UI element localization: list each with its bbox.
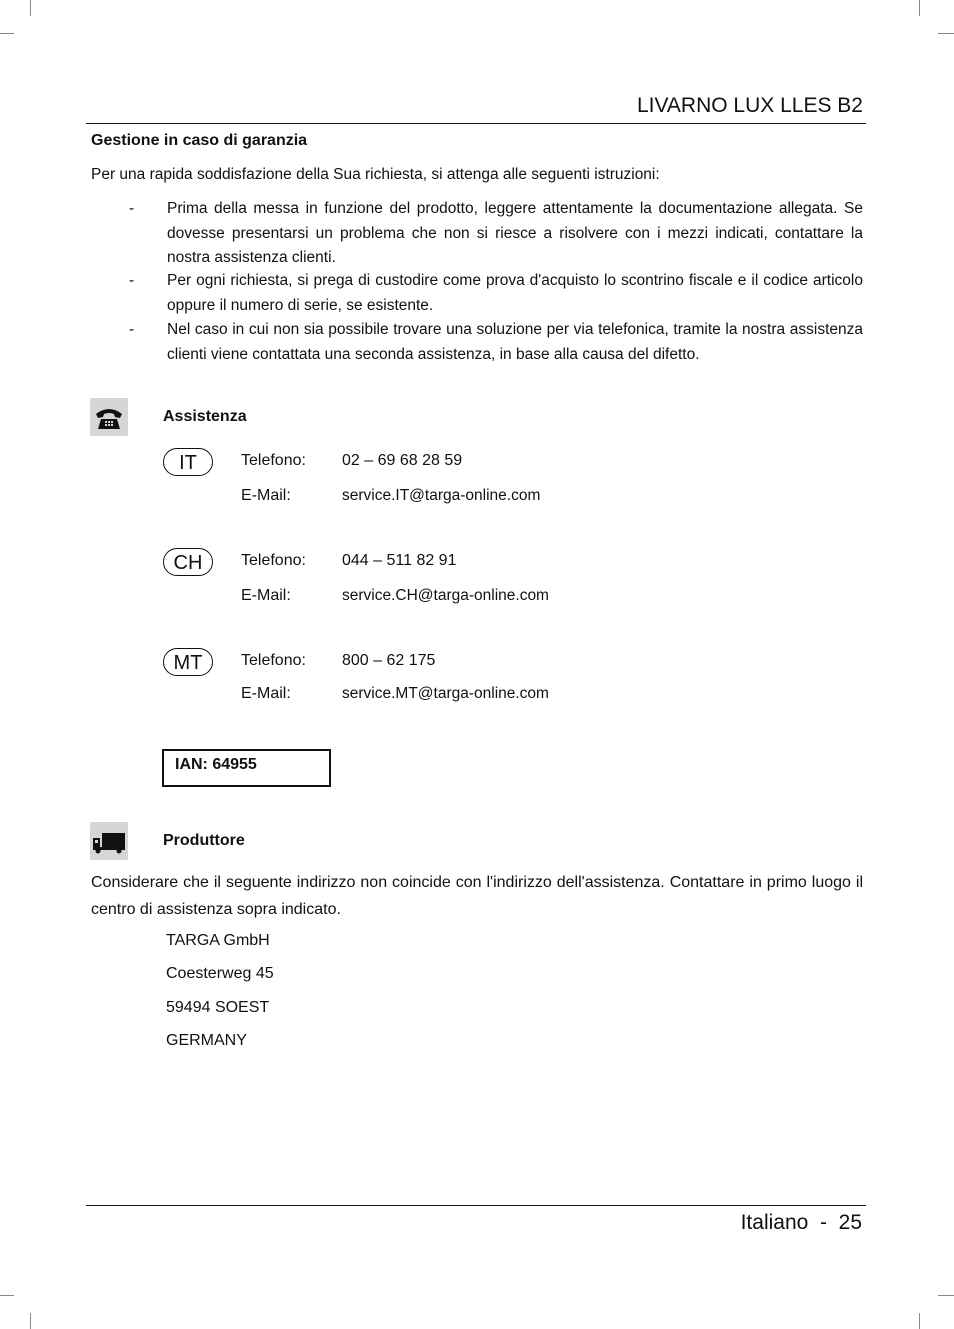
- bullet-marker: -: [129, 200, 135, 217]
- service-heading: Assistenza: [163, 408, 247, 425]
- header-rule: [86, 123, 866, 124]
- warranty-heading: Gestione in caso di garanzia: [91, 132, 308, 149]
- footer-rule: [86, 1205, 866, 1206]
- warranty-bullet: Prima della messa in funzione del prodotto, leggere attentamente la documentazione allegata. Se dovesse presentarsi un problema che non si riesce a risolvere con i mezzi indicati, contattare la nostra assistenza clienti.: [167, 200, 863, 266]
- crop-mark: [0, 33, 14, 34]
- address-line: Coesterweg 45: [166, 965, 274, 982]
- crop-mark: [938, 1295, 954, 1296]
- page-footer: Italiano - 25: [740, 1211, 862, 1234]
- address-line: TARGA GmbH: [166, 932, 270, 949]
- warranty-intro: Per una rapida soddisfazione della Sua richiesta, si attenga alle seguenti istruzioni:: [91, 166, 660, 183]
- manufacturer-note: Considerare che il seguente indirizzo non coincide con l'indirizzo dell'assistenza. Contattare in primo luogo il centro di assistenza sopra indicato.: [91, 874, 863, 918]
- truck-icon: [90, 822, 128, 860]
- phone-value-it: 02 – 69 68 28 59: [342, 452, 463, 469]
- phone-value-mt: 800 – 62 175: [342, 652, 436, 669]
- crop-mark: [919, 0, 920, 16]
- crop-mark: [919, 1313, 920, 1329]
- address-line: GERMANY: [166, 1032, 247, 1049]
- bullet-marker: -: [129, 272, 135, 289]
- email-label: E-Mail:: [241, 685, 291, 702]
- warranty-bullet: Nel caso in cui non sia possibile trovare una soluzione per via telefonica, tramite la nostra assistenza clienti viene contattata una seconda assistenza, in base alla causa del difetto.: [167, 321, 863, 363]
- email-value-mt: service.MT@targa-online.com: [342, 685, 549, 702]
- ian-text: IAN: 64955: [175, 756, 257, 773]
- country-badge-ch: CH: [163, 548, 213, 576]
- country-badge-mt: MT: [163, 648, 213, 676]
- header-title: LIVARNO LUX LLES B2: [636, 94, 863, 117]
- crop-mark: [30, 1313, 31, 1329]
- phone-value-ch: 044 – 511 82 91: [342, 552, 457, 569]
- telephone-icon: [90, 398, 128, 436]
- email-label: E-Mail:: [241, 587, 291, 604]
- address-line: 59494 SOEST: [166, 999, 270, 1016]
- bullet-marker: -: [129, 321, 135, 338]
- country-badge-it: IT: [163, 448, 213, 476]
- email-label: E-Mail:: [241, 487, 291, 504]
- warranty-bullet: Per ogni richiesta, si prega di custodire come prova d'acquisto lo scontrino fiscale e il codice articolo oppure il numero di serie, se esistente.: [167, 272, 863, 314]
- crop-mark: [0, 1295, 14, 1296]
- crop-mark: [938, 33, 954, 34]
- manufacturer-heading: Produttore: [163, 832, 245, 849]
- crop-mark: [30, 0, 31, 16]
- email-value-it: service.IT@targa-online.com: [342, 487, 541, 504]
- phone-label: Telefono:: [241, 552, 306, 569]
- phone-label: Telefono:: [241, 652, 306, 669]
- email-value-ch: service.CH@targa-online.com: [342, 587, 549, 604]
- ian-box: [162, 749, 331, 787]
- phone-label: Telefono:: [241, 452, 306, 469]
